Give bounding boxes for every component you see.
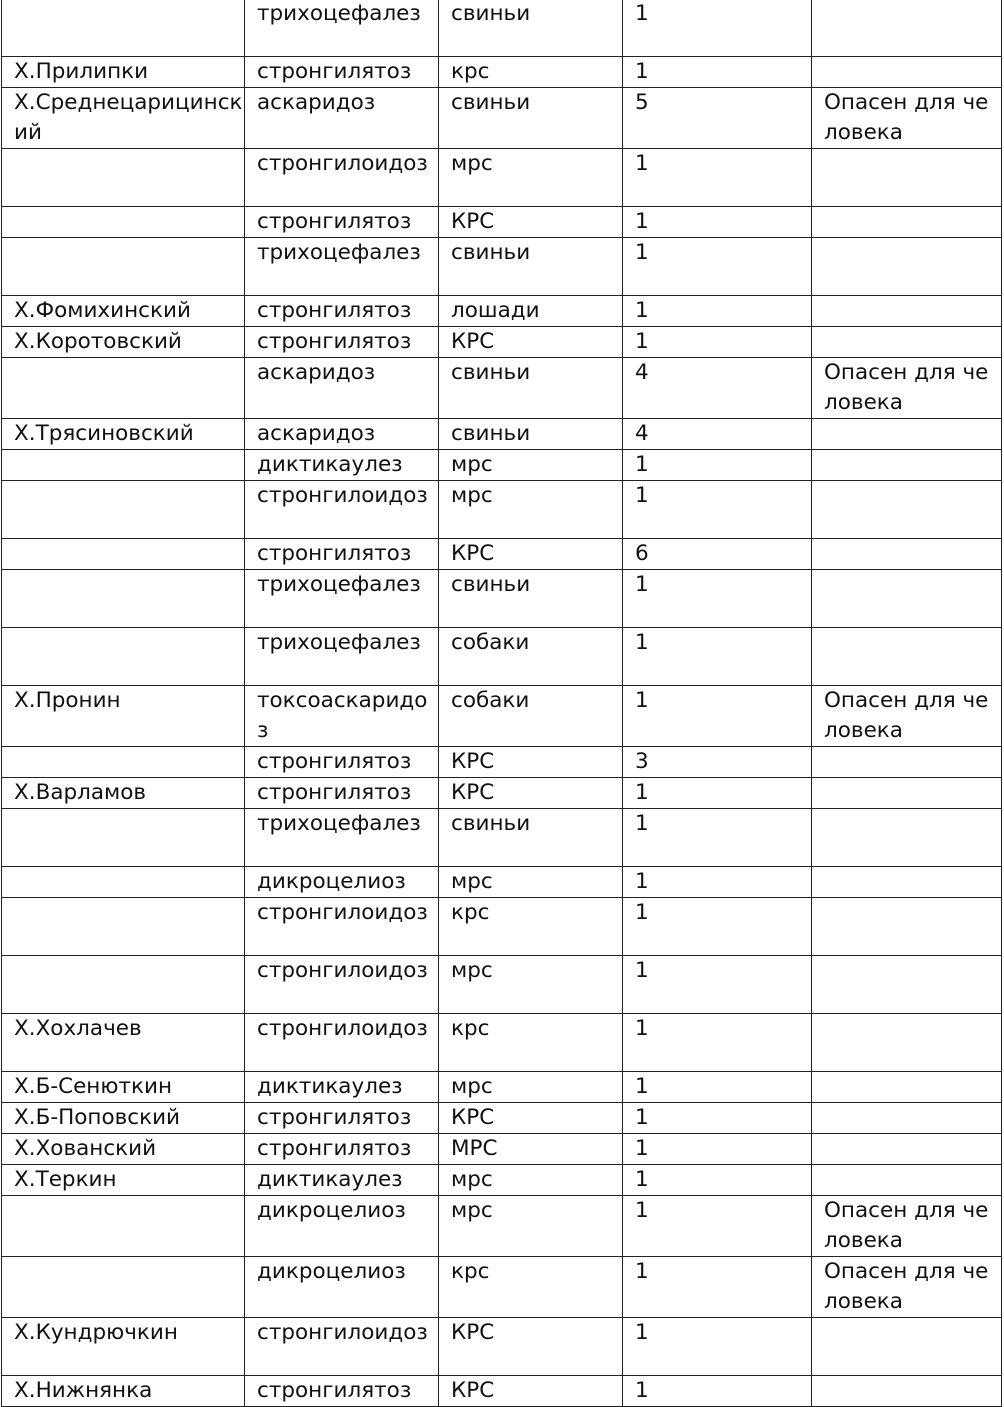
disease-cell: стронгилоидоз [245,1318,439,1376]
animal-cell: КРС [439,1103,623,1134]
note-cell [812,898,1002,956]
animal-cell: мрс [439,1165,623,1196]
farm-cell [2,207,245,238]
note-cell [812,481,1002,539]
count-cell: 1 [623,1014,812,1072]
count-cell: 1 [623,327,812,358]
note-cell [812,1165,1002,1196]
table-row [2,1014,1002,1072]
animal-cell: свиньи [439,809,623,867]
animal-cell: крс [439,57,623,88]
table-row [2,0,1002,57]
farm-cell: Х.Варламов [2,778,245,809]
count-cell: 1 [623,686,812,747]
note-cell [812,628,1002,686]
disease-cell: стронгилоидоз [245,1014,439,1072]
table-row [2,570,1002,628]
count-cell: 1 [623,481,812,539]
count-cell: 3 [623,747,812,778]
note-cell [812,296,1002,327]
count-cell: 1 [623,898,812,956]
animal-cell: свиньи [439,238,623,296]
farm-cell [2,867,245,898]
animal-cell: крс [439,1257,623,1318]
table-row [2,1376,1002,1407]
farm-cell [2,238,245,296]
table-row [2,778,1002,809]
animal-cell: мрс [439,956,623,1014]
disease-cell: стронгилятоз [245,747,439,778]
note-cell [812,778,1002,809]
disease-cell: трихоцефалез [245,0,439,57]
table-row [2,1103,1002,1134]
farm-cell [2,956,245,1014]
disease-cell: аскаридоз [245,358,439,419]
note-cell [812,450,1002,481]
note-cell [812,539,1002,570]
count-cell: 1 [623,956,812,1014]
farm-cell [2,1196,245,1257]
table-row [2,207,1002,238]
animal-cell: МРС [439,1134,623,1165]
table-row [2,867,1002,898]
table-row [2,1134,1002,1165]
table-row [2,149,1002,207]
animal-cell: свиньи [439,419,623,450]
farm-cell: Х.Теркин [2,1165,245,1196]
animal-cell: КРС [439,327,623,358]
farm-cell [2,450,245,481]
table-row [2,296,1002,327]
disease-cell: стронгилятоз [245,207,439,238]
count-cell: 5 [623,88,812,149]
note-cell [812,0,1002,57]
count-cell: 1 [623,1196,812,1257]
farm-cell [2,149,245,207]
animal-cell: КРС [439,747,623,778]
animal-cell: лошади [439,296,623,327]
note-cell [812,1014,1002,1072]
disease-cell: токсоаскаридоз [245,686,439,747]
count-cell: 4 [623,419,812,450]
farm-cell [2,481,245,539]
disease-cell: стронгилоидоз [245,481,439,539]
animal-cell: крс [439,898,623,956]
animal-cell: свиньи [439,570,623,628]
farm-cell [2,628,245,686]
animal-cell: собаки [439,628,623,686]
disease-cell: стронгилятоз [245,778,439,809]
count-cell: 1 [623,867,812,898]
farm-cell [2,358,245,419]
table-row [2,358,1002,419]
table-row [2,238,1002,296]
farm-cell: Х.Среднецарицинский [2,88,245,149]
count-cell: 1 [623,570,812,628]
table-row [2,898,1002,956]
note-cell [812,1134,1002,1165]
table-row [2,57,1002,88]
count-cell: 1 [623,0,812,57]
note-cell [812,419,1002,450]
note-cell [812,867,1002,898]
note-cell [812,809,1002,867]
note-cell: Опасен для человека [812,1257,1002,1318]
disease-cell: диктикаулез [245,1165,439,1196]
note-cell [812,1103,1002,1134]
disease-cell: стронгилоидоз [245,149,439,207]
note-cell [812,149,1002,207]
note-cell [812,238,1002,296]
disease-cell: аскаридоз [245,88,439,149]
count-cell: 1 [623,1376,812,1407]
disease-cell: аскаридоз [245,419,439,450]
count-cell: 1 [623,149,812,207]
farm-cell: Х.Хохлачев [2,1014,245,1072]
farm-cell: Х.Нижнянка [2,1376,245,1407]
count-cell: 1 [623,296,812,327]
note-cell [812,570,1002,628]
note-cell: Опасен для человека [812,1196,1002,1257]
animal-cell: мрс [439,481,623,539]
disease-cell: трихоцефалез [245,628,439,686]
animal-cell: свиньи [439,0,623,57]
table-row [2,686,1002,747]
table-row [2,1257,1002,1318]
animal-cell: КРС [439,1318,623,1376]
note-cell [812,1318,1002,1376]
note-cell: Опасен для человека [812,686,1002,747]
table-row [2,419,1002,450]
farm-cell [2,539,245,570]
farm-cell: Х.Б-Поповский [2,1103,245,1134]
farm-cell: Х.Фомихинский [2,296,245,327]
count-cell: 1 [623,628,812,686]
table-row [2,809,1002,867]
disease-cell: диктикаулез [245,1072,439,1103]
farm-cell: Х.Коротовский [2,327,245,358]
animal-cell: КРС [439,778,623,809]
farm-cell: Х.Кундрючкин [2,1318,245,1376]
table-row [2,747,1002,778]
disease-cell: трихоцефалез [245,238,439,296]
animal-cell: собаки [439,686,623,747]
animal-cell: свиньи [439,88,623,149]
table-body [2,0,1002,1407]
count-cell: 6 [623,539,812,570]
disease-cell: стронгилоидоз [245,956,439,1014]
animal-cell: мрс [439,149,623,207]
table-row [2,1318,1002,1376]
note-cell: Опасен для человека [812,358,1002,419]
table-row [2,1165,1002,1196]
animal-cell: мрс [439,1196,623,1257]
farm-cell: Х.Хованский [2,1134,245,1165]
farm-cell [2,898,245,956]
table-row [2,539,1002,570]
count-cell: 1 [623,778,812,809]
table-row [2,956,1002,1014]
count-cell: 1 [623,809,812,867]
count-cell: 1 [623,207,812,238]
note-cell [812,1376,1002,1407]
table-row [2,88,1002,149]
disease-cell: стронгилятоз [245,327,439,358]
animal-cell: КРС [439,539,623,570]
animal-cell: крс [439,1014,623,1072]
count-cell: 1 [623,57,812,88]
note-cell: Опасен для человека [812,88,1002,149]
table-row [2,1196,1002,1257]
note-cell [812,327,1002,358]
animal-cell: мрс [439,450,623,481]
farm-cell: Х.Б-Сенюткин [2,1072,245,1103]
count-cell: 1 [623,450,812,481]
table-row [2,1072,1002,1103]
farm-cell: Х.Пронин [2,686,245,747]
note-cell [812,207,1002,238]
count-cell: 1 [623,1103,812,1134]
disease-cell: стронгилятоз [245,1134,439,1165]
helminthiasis-table [1,0,1002,1407]
disease-cell: стронгилоидоз [245,898,439,956]
disease-cell: стронгилятоз [245,539,439,570]
table-row [2,628,1002,686]
count-cell: 1 [623,1134,812,1165]
disease-cell: стронгилятоз [245,57,439,88]
disease-cell: дикроцелиоз [245,1196,439,1257]
table-row [2,327,1002,358]
disease-cell: стронгилятоз [245,1103,439,1134]
disease-cell: стронгилятоз [245,296,439,327]
note-cell [812,747,1002,778]
count-cell: 1 [623,1165,812,1196]
farm-cell [2,747,245,778]
animal-cell: свиньи [439,358,623,419]
table-row [2,481,1002,539]
count-cell: 1 [623,1257,812,1318]
note-cell [812,1072,1002,1103]
count-cell: 1 [623,1072,812,1103]
count-cell: 4 [623,358,812,419]
farm-cell [2,809,245,867]
animal-cell: КРС [439,1376,623,1407]
animal-cell: КРС [439,207,623,238]
disease-cell: дикроцелиоз [245,867,439,898]
farm-cell [2,570,245,628]
count-cell: 1 [623,238,812,296]
disease-cell: стронгилятоз [245,1376,439,1407]
table-row [2,450,1002,481]
disease-cell: трихоцефалез [245,570,439,628]
farm-cell [2,0,245,57]
animal-cell: мрс [439,1072,623,1103]
disease-cell: трихоцефалез [245,809,439,867]
farm-cell: Х.Трясиновский [2,419,245,450]
disease-cell: диктикаулез [245,450,439,481]
disease-cell: дикроцелиоз [245,1257,439,1318]
count-cell: 1 [623,1318,812,1376]
farm-cell [2,1257,245,1318]
note-cell [812,956,1002,1014]
farm-cell: Х.Прилипки [2,57,245,88]
animal-cell: мрс [439,867,623,898]
note-cell [812,57,1002,88]
